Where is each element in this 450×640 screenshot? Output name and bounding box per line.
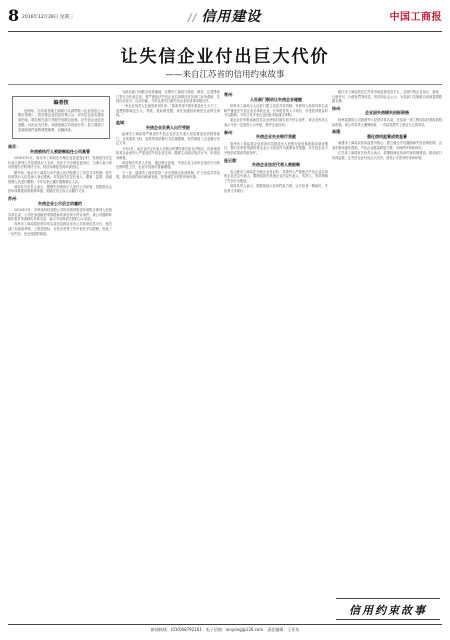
body-paragraph: 连云港市工商局在办理企业登记时，对被列入严重违法失信企业名单的企业法定代表人，限制其担任其他企业法定代表人、负责人，有效遏制了失信行为蔓延。 — [224, 169, 328, 183]
body-paragraph: 一家企业负责人在接受采访时说：“原来觉得不报年报没什么大不了，没想到影响这么大，贷款、投标都受限，现在知道信用就是企业的生命线。” — [116, 104, 220, 118]
subsection-heading: 失信企业负责人出行受限 — [146, 124, 190, 130]
body-paragraph: 该局相关负责人介绍，通过联合惩戒，失信企业主动纠正违法行为的比例明显上升，企业守信意识普遍增强。 — [116, 160, 220, 170]
footer-contact: 新闻热线：(010)68792101 电子信箱：xinyong@126.com 责任编辑：王亚东 — [150, 627, 300, 632]
location-label: 南通： — [332, 129, 344, 135]
brand-box — [336, 598, 440, 620]
page-header — [8, 6, 442, 32]
location-label: 连云港： — [224, 157, 240, 163]
body-paragraph: 今年5月，某企业法定代表人在购买机票时被告知无法购买，经查询得知其企业被列入严重违法失信企业名单，随即主动改正违法行为，申请信用修复。 — [116, 146, 220, 160]
header-rule — [8, 31, 442, 32]
subsection-heading: 企业因失信错失招标资格 — [365, 110, 409, 116]
body-paragraph: 镇江市工商局依托江苏省市场监管信息平台，全面归集企业登记、备案、行政许可、行政处罚等信息，依法向社会公示，为各部门实施联合惩戒提供数据支撑。 — [332, 90, 442, 104]
location-label: 盐城： — [116, 120, 128, 126]
body-paragraph: 泰州市工商局将企业信用信息推送至人民银行征信系统和各商业银行，银行在审批贷款时将企业公示信息作为重要参考依据，对失信企业不予授信或提高贷款条件。 — [224, 141, 328, 156]
body-paragraph: 2016年9月，苏州某科技有限公司因未按时报送年度报告被列入经营异常名录，公司在参加政府采购投标时被告知不符合条件。该公司随即补报年报并申请移出异常名录，表示今后将依法按时公示信息。 — [8, 208, 112, 222]
body-paragraph: 苏州市工商局将经营异常名录信息推送至市公共信用信息平台，相关部门在政府采购、工程招投标、评先评优等工作中依法予以限制，形成了一处失信、处处受限的格局。 — [8, 222, 112, 236]
body-paragraph: 2016年10月，南京市工商局在办理企业变更登记时，发现拟任法定代表人被列入失信被执行人名单，依法不予办理变更登记。当事人表示将尽快履行法院判决义务，待信用修复后再申请登记。 — [8, 156, 112, 170]
subsection-heading: 人社部门联动让失信企业碰壁 — [250, 96, 302, 102]
column-3 — [224, 90, 328, 615]
body-paragraph: 该局有关负责人表示，限制失信被执行人担任公司高管，是推进社会信用体系建设的重要举措，倒逼失信主体主动履行义务。 — [8, 184, 112, 194]
column-1 — [8, 90, 112, 615]
location-label: 扬州： — [332, 105, 344, 111]
column-4 — [332, 90, 442, 615]
issue-date: 2016年12月28日 星期三 — [22, 15, 74, 20]
page-number: 8 — [8, 6, 20, 25]
column-4-body — [332, 90, 442, 160]
body-paragraph: 该局负责人表示，将继续加大信用约束力度，让守信者一路绿灯、失信者寸步难行。 — [224, 184, 328, 193]
editor-note-box — [12, 96, 110, 139]
column-2 — [116, 90, 220, 615]
subsection-heading: 失信企业失去银行贷款 — [256, 134, 296, 140]
editor-note-title: 编者按 — [53, 100, 69, 106]
section-title-text: 信用建设 — [201, 9, 262, 25]
body-paragraph: 常州市工商局与人社部门建立信息共享机制，对被列入经营异常名录和严重违法失信企业名单的企业，在申报各类人才项目、享受扶持资金时予以限制。今年已有多家企业因此未能通过审核。 — [224, 104, 328, 118]
body-paragraph: 南通市工商局以信用监管为核心，建立健全守信激励和失信惩戒机制，企业年报率逐年提高，失信企业数量明显下降，市场秩序持续向好。 — [332, 141, 442, 150]
location-label: 泰州： — [224, 129, 236, 135]
headline-rule — [8, 84, 442, 85]
body-paragraph: 下一步，盐城市工商局将进一步完善联合惩戒机制，扩大信息共享范围，推动信用约束向纵深发展，营造诚实守信的市场环境。 — [116, 170, 220, 180]
body-paragraph: 江苏省工商局有关负责人表示，将继续深化信用约束机制建设，推动部门协同监管，让失信企业付出巨大代价，营造公平竞争的市场环境。 — [332, 151, 442, 160]
editor-note-paragraph: 近两年，江苏省各级工商部门认真贯彻《企业信息公示暂行条例》，依法将企业信息归集公示，对失信企业实施信用约束，联合相关部门开展失信联合惩戒，让失信企业处处受限，付出巨大代价。本版选取江苏省部分市、县工商部门实施信用约束的典型案例，以飨读者。 — [18, 108, 104, 132]
brand-title: 信用约束故事 — [349, 604, 427, 617]
article-subheadline: ——来自江苏省的信用约束故事 — [165, 70, 285, 80]
subsection-heading: 强化信用监管成效显著 — [367, 133, 407, 139]
newspaper-masthead: 中国工商报 — [389, 12, 442, 23]
subsection-heading: 失信企业公示后主动履约 — [38, 200, 82, 206]
column-3-body — [224, 93, 328, 193]
body-paragraph: 某企业在申报高新技术企业补贴时被告知不符合条件，该企业负责人表示今后一定按时公示年报，维护企业信用。 — [224, 118, 328, 128]
body-paragraph: 扬州某建筑公司因被列入经营异常名录，在参加一项工程招标时被取消投标资格。该公司负责人懊悔地说，一次疏忽损失了数百万元的项目。 — [332, 117, 442, 127]
section-title — [188, 6, 261, 26]
footer-rule — [8, 624, 442, 625]
subsection-heading: 失信企业法定代表人被限制 — [252, 162, 300, 168]
body-paragraph: 为推动部门间联合惩戒落地，无锡市工商局与财政、税务、住建等部门签订合作备忘录，将严重违法失信企业名单推送至各部门业务系统，实现自动比对、自动拦截，今年以来共拦截失信企业申请事项数百件。 — [116, 90, 220, 104]
section-slash: // — [188, 13, 198, 24]
article-headline: 让失信企业付出巨大代价 — [120, 47, 330, 67]
body-paragraph: 盐城市工商局将严重违法失信企业法定代表人信息推送至法院等部门，对其乘坐飞机、高铁等高消费行为实施限制，有效督促了企业履行法定义务。 — [116, 132, 220, 146]
subsection-heading: 失信被执行人被限制担任公司高管 — [30, 148, 90, 154]
column-1-body — [8, 145, 112, 236]
location-label: 苏州： — [8, 196, 20, 202]
location-label: 南京： — [8, 144, 20, 150]
column-2-body — [116, 90, 220, 180]
location-label: 常州： — [224, 92, 236, 97]
body-paragraph: 据介绍，南京市工商局与市中级人民法院建立了信息共享机制，将失信被执行人信息嵌入登记系统，对其担任法定代表人、董事、监事、高级管理人员进行限制，今年以来已累计限制数百人次。 — [8, 170, 112, 184]
